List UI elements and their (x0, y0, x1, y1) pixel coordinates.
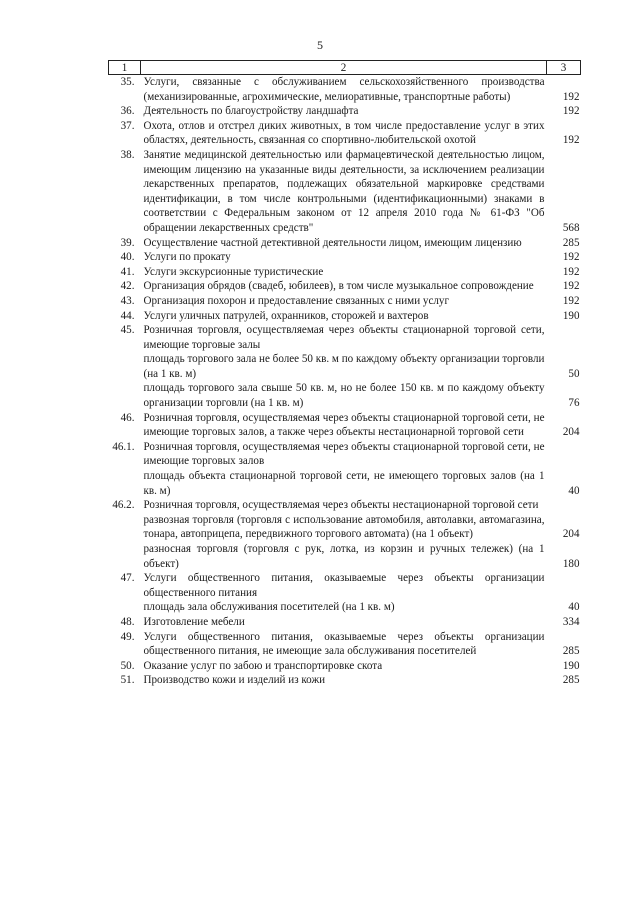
row-value: 285 (562, 236, 580, 249)
row-value: 192 (562, 134, 580, 147)
row-description (141, 659, 547, 674)
table-row (109, 615, 581, 630)
row-description (141, 250, 547, 265)
row-description (141, 148, 547, 236)
row-value (547, 571, 581, 600)
description-line: Услуги по прокату (143, 251, 231, 264)
row-value: 190 (562, 309, 580, 322)
row-number (109, 542, 141, 571)
row-number: 51. (120, 674, 135, 687)
row-number: 45. (120, 324, 135, 337)
row-value: 192 (562, 105, 580, 118)
table-row (109, 352, 581, 381)
description-line: Услуги уличных патрулей, охранников, сторожей и вахтеров (143, 309, 429, 322)
row-number (109, 469, 141, 498)
description-line: Осуществление частной детективной деятельности лицом, имеющим лицензию (143, 236, 522, 249)
row-description (141, 352, 547, 381)
description-line: развозная торговля (торговля с использование автомобиля, автолавки, автомагазина, тонара, автоприцепа, передвижного торгового автомата) (на 1 объект) (143, 513, 545, 541)
header-col-2: 2 (141, 61, 547, 75)
description-line: Охота, отлов и отстрел диких животных, в том числе предоставление услуг в этих областях, деятельность, связанная со спортивно-любительской охотой (143, 119, 545, 147)
table-row (109, 600, 581, 615)
row-description (141, 440, 547, 469)
row-number: 44. (120, 309, 135, 322)
row-value: 204 (562, 426, 580, 439)
row-number (109, 352, 141, 381)
table-row (109, 659, 581, 674)
row-description (141, 498, 547, 513)
header-col-1: 1 (109, 61, 141, 75)
row-value: 285 (562, 645, 580, 658)
row-value: 192 (562, 265, 580, 278)
table-row (109, 381, 581, 410)
description-line: Услуги общественного питания, оказываемые через объекты организации общественного питания, не имеющие зала обслуживания посетителей (143, 630, 545, 658)
description-line: Розничная торговля, осуществляемая через объекты стационарной торговой сети, имеющие торговые залы (143, 324, 545, 351)
row-value: 76 (568, 397, 580, 410)
table-row (109, 294, 581, 309)
row-description (141, 513, 547, 542)
description-line: Услуги, связанные с обслуживанием сельскохозяйственного производства (механизированные, агрохимические, мелиоративные, транспортные работы) (143, 76, 545, 103)
description-line: Услуги общественного питания, оказываемые через объекты организации общественного питания (143, 572, 545, 599)
description-line: площадь зала обслуживания посетителей (на 1 кв. м) (143, 601, 395, 614)
description-line: Услуги экскурсионные туристические (143, 265, 324, 278)
table-row (109, 440, 581, 469)
description-line: Деятельность по благоустройству ландшафта (143, 105, 359, 118)
table-row (109, 250, 581, 265)
row-number: 40. (120, 251, 135, 264)
row-description (141, 236, 547, 251)
row-description (141, 381, 547, 410)
table-header (109, 61, 581, 75)
row-number: 50. (120, 659, 135, 672)
table-row (109, 119, 581, 148)
row-value (547, 323, 581, 352)
row-description (141, 279, 547, 294)
table-row (109, 498, 581, 513)
table-row (109, 265, 581, 280)
row-value (547, 440, 581, 469)
row-value: 192 (562, 280, 580, 293)
table-row (109, 75, 581, 105)
row-number: 46.1. (112, 440, 135, 453)
description-line: Занятие медицинской деятельностью или фармацевтической деятельностью лицом, имеющим лицензию на указанные виды деятельности, за исключением реализации лекарственных препаратов, подлежащих обязательной маркировке средствами идентификации, в том числе контрольными (идентификационными) знаками в соответствии с Федеральным законом от 12 апреля 2010 года № 61-ФЗ "Об обращении лекарственных средств" (143, 148, 545, 234)
table-row (109, 411, 581, 440)
row-value: 192 (562, 251, 580, 264)
row-number: 46.2. (112, 499, 135, 512)
row-value: 192 (562, 90, 580, 103)
row-description (141, 469, 547, 498)
row-number (109, 513, 141, 542)
tariff-table (108, 60, 581, 688)
page-number: 5 (317, 38, 323, 52)
row-number: 36. (120, 105, 135, 118)
row-number (109, 381, 141, 410)
row-number: 49. (120, 630, 135, 643)
row-description (141, 600, 547, 615)
description-line: Розничная торговля, осуществляемая через объекты стационарной торговой сети, не имеющие торговых залов (143, 440, 545, 468)
description-line: Изготовление мебели (143, 615, 245, 628)
row-value: 50 (568, 367, 580, 380)
row-value: 285 (562, 674, 580, 687)
table-row (109, 469, 581, 498)
table-row (109, 571, 581, 600)
row-description (141, 630, 547, 659)
table-row (109, 323, 581, 352)
row-value: 192 (562, 294, 580, 307)
description-line: Розничная торговля, осуществляемая через объекты нестационарной торговой сети (143, 499, 539, 512)
row-value (547, 498, 581, 513)
row-description (141, 294, 547, 309)
table-body (109, 75, 581, 688)
table-row (109, 236, 581, 251)
description-line: площадь торгового зала не более 50 кв. м по каждому объекту организации торговли (на 1 кв. м) (143, 353, 545, 380)
row-value: 204 (562, 528, 580, 541)
row-number: 48. (120, 615, 135, 628)
description-line: Производство кожи и изделий из кожи (143, 674, 326, 687)
description-line: Организация обрядов (свадеб, юбилеев), в том числе музыкальное сопровождение (143, 280, 534, 293)
row-number: 46. (120, 411, 135, 424)
row-description (141, 104, 547, 119)
row-number: 41. (120, 265, 135, 278)
row-value: 334 (562, 615, 580, 628)
table-row (109, 104, 581, 119)
table-row (109, 513, 581, 542)
row-value: 40 (568, 601, 580, 614)
row-number: 35. (120, 76, 135, 88)
table-row (109, 309, 581, 324)
row-description (141, 265, 547, 280)
table-row (109, 542, 581, 571)
row-value: 568 (562, 221, 580, 234)
header-col-3: 3 (547, 61, 581, 75)
row-description (141, 309, 547, 324)
row-description (141, 75, 547, 105)
row-value: 180 (562, 557, 580, 570)
description-line: Розничная торговля, осуществляемая через объекты стационарной торговой сети, не имеющие торговых залов, а также через объекты нестационарной торговой сети (143, 411, 545, 439)
description-line: разносная торговля (торговля с рук, лотка, из корзин и ручных тележек) (на 1 объект) (143, 543, 545, 570)
row-description (141, 119, 547, 148)
row-number: 39. (120, 236, 135, 249)
row-value: 190 (562, 659, 580, 672)
row-value: 40 (568, 484, 580, 497)
row-description (141, 571, 547, 600)
row-number: 43. (120, 294, 135, 307)
row-description (141, 411, 547, 440)
row-number: 47. (120, 572, 135, 585)
row-number: 42. (120, 280, 135, 293)
table-row (109, 148, 581, 236)
description-line: площадь торгового зала свыше 50 кв. м, но не более 150 кв. м по каждому объекту организации торговли (на 1 кв. м) (143, 382, 545, 410)
description-line: площадь объекта стационарной торговой сети, не имеющего торговых залов (на 1 кв. м) (143, 470, 545, 497)
row-description (141, 542, 547, 571)
table-row (109, 630, 581, 659)
description-line: Организация похорон и предоставление связанных с ними услуг (143, 294, 450, 307)
row-description (141, 615, 547, 630)
table-row (109, 673, 581, 688)
row-number (109, 600, 141, 615)
row-description (141, 673, 547, 688)
row-description (141, 323, 547, 352)
table-row (109, 279, 581, 294)
row-number: 38. (120, 148, 135, 161)
description-line: Оказание услуг по забою и транспортировке скота (143, 659, 383, 672)
row-number: 37. (120, 119, 135, 132)
